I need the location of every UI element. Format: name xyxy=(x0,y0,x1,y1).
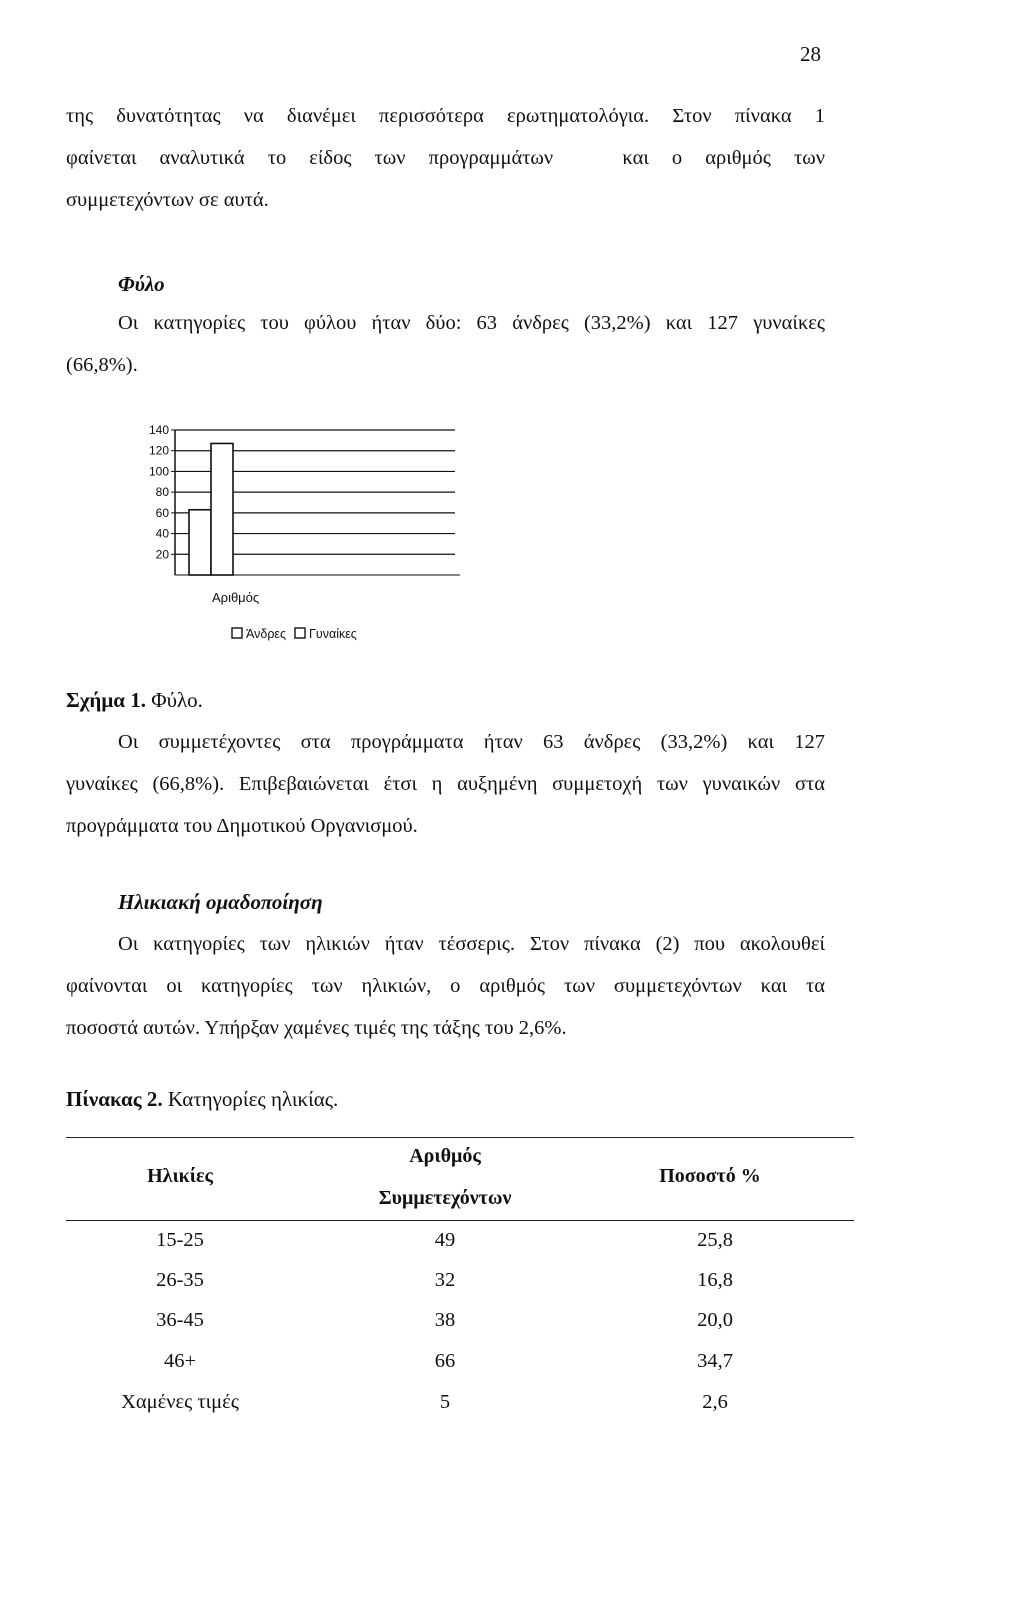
paragraph-line: συμμετεχόντων σε αυτά. xyxy=(66,189,269,211)
table-top-rule xyxy=(66,1137,854,1138)
table-cell-count: 32 xyxy=(434,1269,456,1291)
paragraph-line: Οι κατηγορίες των ηλικιών ήταν τέσσερις. Στον πίνακα (2) που ακολουθεί xyxy=(118,933,825,955)
gender-summary-paragraph xyxy=(66,721,825,847)
table-cell-count: 66 xyxy=(434,1350,456,1372)
paragraph-line: Οι κατηγορίες του φύλου ήταν δύο: 63 άνδρες (33,2%) και 127 γυναίκες xyxy=(118,312,825,334)
chart-x-tick-label: Αριθμός xyxy=(212,590,260,605)
chart-y-tick-label: 100 xyxy=(148,464,169,479)
legend-swatch-men xyxy=(232,628,242,638)
page-number: 28 xyxy=(800,42,821,66)
paragraph-line: (66,8%). xyxy=(66,354,138,376)
table-caption xyxy=(66,1087,338,1112)
table-cell-count: 49 xyxy=(434,1229,456,1251)
table-cell-count: 38 xyxy=(434,1309,456,1331)
table-cell-age: Χαμένες τιμές xyxy=(121,1391,239,1413)
section-heading-gender: Φύλο xyxy=(118,272,165,296)
gender-paragraph xyxy=(66,302,825,386)
table-cell-age: 26-35 xyxy=(156,1269,204,1291)
table-cell-age: 36-45 xyxy=(156,1309,204,1331)
chart-bar-men xyxy=(189,510,211,575)
table-cell-percent: 34,7 xyxy=(697,1350,733,1372)
table-header-count-line2: Συμμετεχόντων xyxy=(378,1187,512,1209)
paragraph-line: φαίνεται αναλυτικά το είδος των προγραμμάτων και ο αριθμός των xyxy=(66,147,825,169)
chart-y-tick-label: 80 xyxy=(155,485,169,500)
paragraph-line: γυναίκες (66,8%). Επιβεβαιώνεται έτσι η αυξημένη συμμετοχή των γυναικών στα xyxy=(66,773,825,795)
chart-y-ticks xyxy=(149,423,175,561)
table-caption-label: Πίνακας 2. xyxy=(66,1087,163,1111)
table-cell-percent: 2,6 xyxy=(702,1391,728,1413)
age-paragraph xyxy=(66,923,825,1049)
chart-y-tick-label: 140 xyxy=(148,423,169,437)
paragraph-line: ποσοστά αυτών. Υπήρξαν χαμένες τιμές της τάξης του 2,6%. xyxy=(66,1017,567,1039)
table-cell-age: 15-25 xyxy=(156,1229,204,1251)
table-header-rule xyxy=(66,1220,854,1221)
chart-y-tick-label: 40 xyxy=(155,526,169,541)
table-header-age: Ηλικίες xyxy=(147,1165,213,1187)
figure-caption xyxy=(66,688,203,713)
paragraph-line: της δυνατότητας να διανέμει περισσότερα ερωτηματολόγια. Στον πίνακα 1 xyxy=(66,105,825,127)
chart-y-tick-label: 120 xyxy=(148,443,169,458)
figure-caption-text: Φύλο. xyxy=(145,688,203,712)
table-cell-percent: 25,8 xyxy=(697,1229,733,1251)
table-caption-text: Κατηγορίες ηλικίας. xyxy=(162,1087,339,1111)
table-header-percent: Ποσοστό % xyxy=(659,1165,761,1187)
section-heading-age: Ηλικιακή ομαδοποίηση xyxy=(118,890,323,914)
legend-swatch-women xyxy=(295,628,305,638)
table-cell-percent: 16,8 xyxy=(697,1269,733,1291)
figure-caption-label: Σχήμα 1. xyxy=(66,688,146,712)
paragraph-line: φαίνονται οι κατηγορίες των ηλικιών, ο αριθμός των συμμετεχόντων και τα xyxy=(66,975,825,997)
chart-y-tick-label: 20 xyxy=(155,547,169,562)
paragraph-line: προγράμματα του Δημοτικού Οργανισμού. xyxy=(66,815,418,837)
table-header-count-line1: Αριθμός xyxy=(409,1145,481,1167)
table-cell-count: 5 xyxy=(439,1391,451,1413)
chart-bars xyxy=(189,443,233,575)
table-cell-age: 46+ xyxy=(163,1350,197,1372)
table-cell-percent: 20,0 xyxy=(697,1309,733,1331)
legend-label-women: Γυναίκες xyxy=(309,627,357,641)
paragraph-line: Οι συμμετέχοντες στα προγράμματα ήταν 63 άνδρες (33,2%) και 127 xyxy=(118,731,825,753)
gender-bar-chart xyxy=(140,410,540,660)
legend-label-men: Άνδρες xyxy=(246,627,287,641)
intro-paragraph xyxy=(66,95,825,221)
chart-y-tick-label: 60 xyxy=(155,505,169,520)
chart-bar-women xyxy=(211,443,233,575)
